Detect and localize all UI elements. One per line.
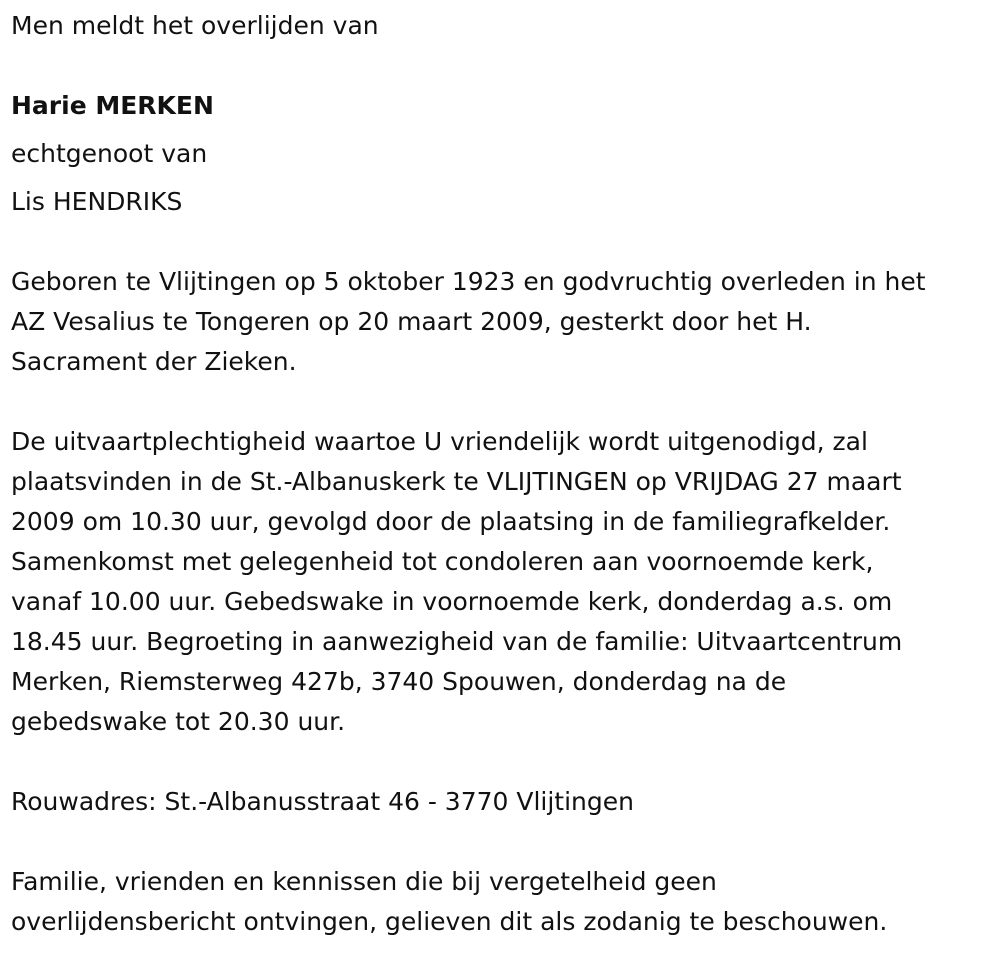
paragraph-line: vanaf 10.00 uur. Gebedswake in voornoemde kerk, donderdag a.s. om [11,587,893,616]
paragraph-line: AZ Vesalius te Tongeren op 20 maart 2009, gesterkt door het H. [11,307,812,336]
paragraph-line: plaatsvinden in de St.-Albanuskerk te VLIJTINGEN op VRIJDAG 27 maart [11,467,902,496]
mourning-address: Rouwadres: St.-Albanusstraat 46 - 3770 Vlijtingen [11,787,634,816]
spouse-name: Lis HENDRIKS [11,187,183,216]
birth-death-paragraph [11,262,986,382]
paragraph-line: Sacrament der Zieken. [11,347,297,376]
closing-paragraph [11,862,986,942]
paragraph-line: gebedswake tot 20.30 uur. [11,707,346,736]
spouse-label: echtgenoot van [11,139,208,168]
funeral-paragraph [11,422,986,742]
paragraph-line: 2009 om 10.30 uur, gevolgd door de plaatsing in de familiegrafkelder. [11,507,891,536]
deceased-name: Harie MERKEN [11,91,214,120]
paragraph-line: 18.45 uur. Begroeting in aanwezigheid van de familie: Uitvaartcentrum [11,627,903,656]
paragraph-line: Familie, vrienden en kennissen die bij vergetelheid geen [11,867,717,896]
intro-text: Men meldt het overlijden van [11,11,379,40]
paragraph-line: overlijdensbericht ontvingen, gelieven dit als zodanig te beschouwen. [11,907,888,936]
paragraph-line: Merken, Riemsterweg 427b, 3740 Spouwen, donderdag na de [11,667,787,696]
paragraph-line: Geboren te Vlijtingen op 5 oktober 1923 en godvruchtig overleden in het [11,267,926,296]
paragraph-line: Samenkomst met gelegenheid tot condoleren aan voornoemde kerk, [11,547,874,576]
paragraph-line: De uitvaartplechtigheid waartoe U vriendelijk wordt uitgenodigd, zal [11,427,868,456]
